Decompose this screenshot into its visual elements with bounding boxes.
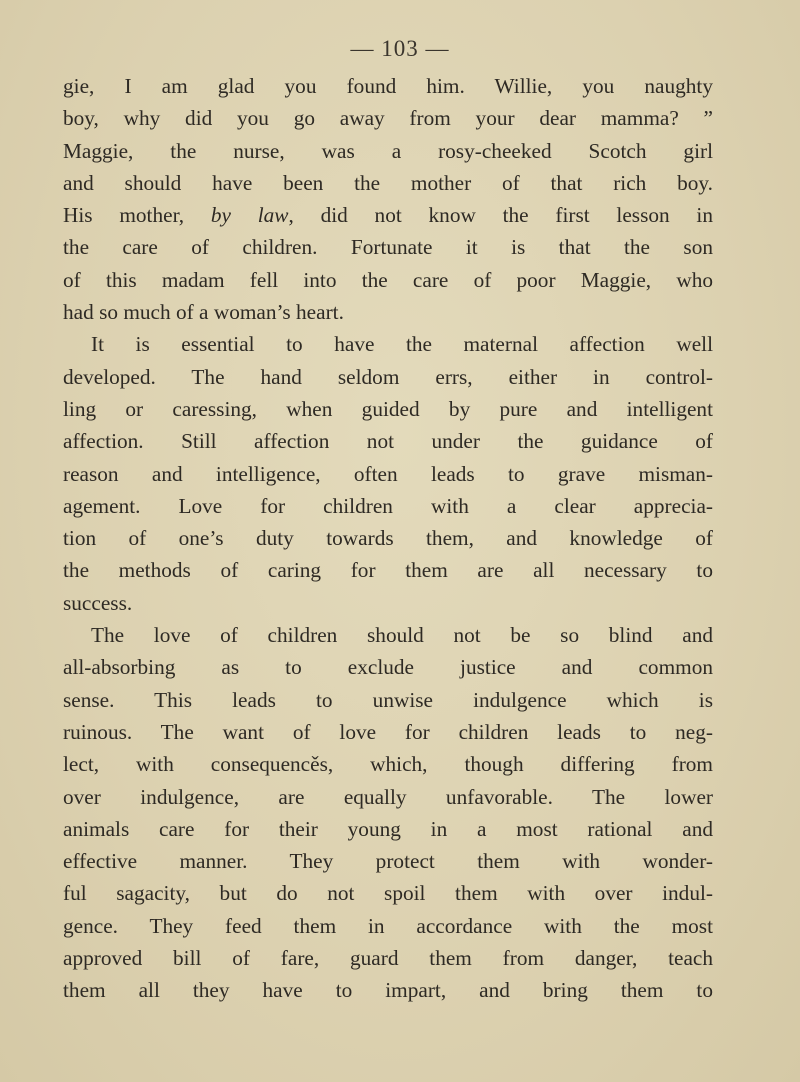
text-line: boy, why did you go away from your dear mamma? ” bbox=[63, 106, 713, 131]
text-line: It is essential to have the maternal affection well bbox=[91, 332, 713, 357]
text-line: and should have been the mother of that rich boy. bbox=[63, 170, 713, 195]
text-line: lect, with consequencěs, which, though differing from bbox=[63, 752, 713, 777]
text-segment: His mother, bbox=[63, 203, 211, 228]
text-line: reason and intelligence, often leads to grave misman- bbox=[63, 461, 713, 486]
body-text bbox=[63, 70, 713, 1007]
italic-phrase: by law bbox=[210, 203, 289, 228]
text-line: developed. The hand seldom errs, either in control- bbox=[63, 364, 713, 389]
text-line: affection. Still affection not under the guidance of bbox=[63, 429, 713, 454]
text-line: the methods of caring for them are all necessary to bbox=[63, 558, 713, 583]
text-line: sense. This leads to unwise indulgence which is bbox=[63, 687, 713, 712]
text-line: gence. They feed them in accordance with the most bbox=[63, 913, 713, 938]
text-line: over indulgence, are equally unfavorable. The lower bbox=[63, 784, 713, 809]
text-line: Maggie, the nurse, was a rosy-cheeked Scotch girl bbox=[63, 138, 713, 163]
text-line: tion of one’s duty towards them, and knowledge of bbox=[63, 526, 713, 551]
text-line bbox=[63, 199, 713, 231]
text-line: the care of children. Fortunate it is that the son bbox=[63, 235, 713, 260]
text-line: effective manner. They protect them with wonder- bbox=[63, 849, 713, 874]
text-line: ruinous. The want of love for children leads to neg- bbox=[63, 719, 713, 744]
text-segment: , did not know the first lesson in bbox=[288, 203, 713, 228]
text-line: success. bbox=[63, 590, 133, 615]
text-line: ling or caressing, when guided by pure and intelligent bbox=[63, 396, 713, 421]
text-line: The love of children should not be so blind and bbox=[91, 623, 713, 648]
text-line: agement. Love for children with a clear apprecia- bbox=[63, 493, 713, 518]
text-line: had so much of a woman’s heart. bbox=[63, 300, 344, 325]
page-number: — 103 — bbox=[350, 36, 450, 61]
text-line: animals care for their young in a most rational and bbox=[63, 816, 713, 841]
text-line: ful sagacity, but do not spoil them with over indul- bbox=[63, 881, 713, 906]
text-line: of this madam fell into the care of poor Maggie, who bbox=[63, 267, 713, 292]
text-line: them all they have to impart, and bring them to bbox=[63, 978, 713, 1003]
text-line: all-absorbing as to exclude justice and common bbox=[63, 655, 713, 680]
text-line: gie, I am glad you found him. Willie, you naughty bbox=[63, 74, 713, 98]
text-line: approved bill of fare, guard them from danger, teach bbox=[63, 946, 713, 971]
